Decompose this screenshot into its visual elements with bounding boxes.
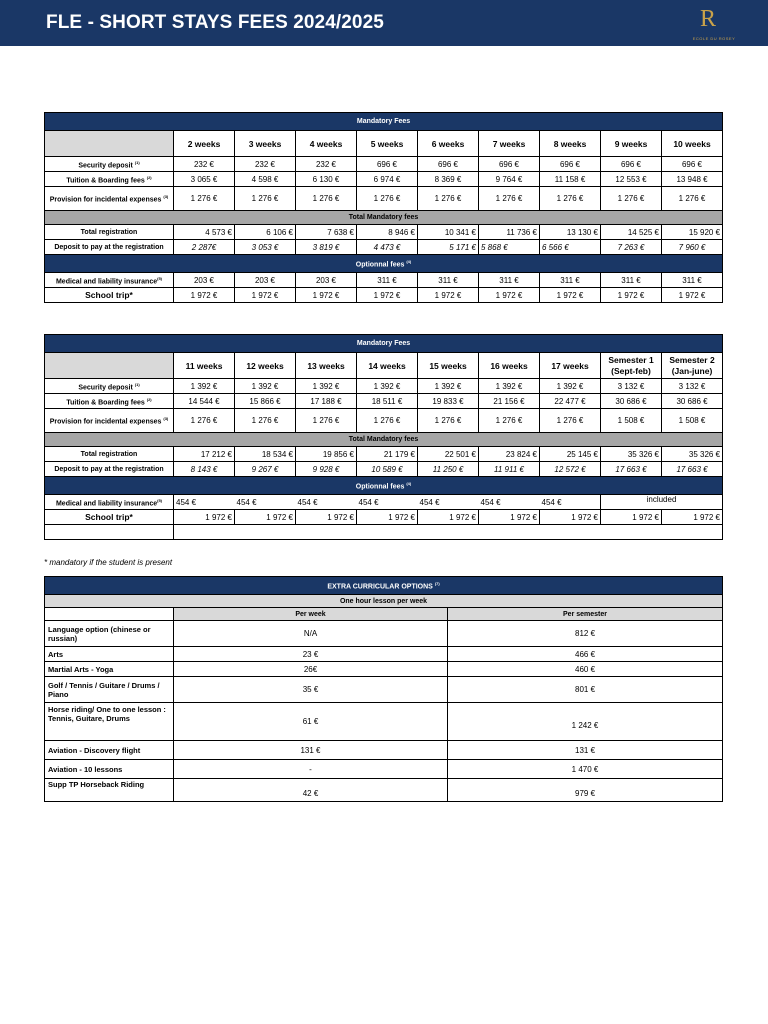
fees-table-short <box>44 112 723 303</box>
col-header: 10 weeks <box>662 131 723 157</box>
row-label: Deposit to pay at the registration <box>45 240 174 255</box>
cell: 1 242 € <box>448 703 723 741</box>
security-deposit-row <box>45 157 723 172</box>
cell: 14 525 € <box>601 225 662 240</box>
cell: 812 € <box>448 621 723 647</box>
cell: 979 € <box>448 779 723 802</box>
cell: 18 534 € <box>235 447 296 462</box>
row-label: Tuition & Boarding fees $^{(2)}$ <box>45 394 174 409</box>
provision-row <box>45 409 723 433</box>
cell: 131 € <box>448 741 723 760</box>
duration-header-row <box>45 353 723 379</box>
row-label: Provision for incidental expenses $^{(3)}$ <box>45 409 174 433</box>
cell: 1 392 € <box>357 379 418 394</box>
cell: 311 € <box>601 273 662 288</box>
cell: 11 736 € <box>479 225 540 240</box>
cell: 10 341 € <box>418 225 479 240</box>
col-header: 4 weeks <box>296 131 357 157</box>
empty-cell <box>45 525 174 540</box>
school-trip-row <box>45 288 723 303</box>
extra-col-header-row <box>45 608 723 621</box>
col-header: 3 weeks <box>235 131 296 157</box>
cell: 9 928 € <box>296 462 357 477</box>
school-logo <box>676 6 746 44</box>
cell: 15 920 € <box>662 225 723 240</box>
cell: 6 974 € <box>357 172 418 187</box>
cell: 1 276 € <box>174 409 235 433</box>
medical-row <box>45 495 723 510</box>
cell: 17 663 € <box>601 462 662 477</box>
cell: 232 € <box>235 157 296 172</box>
extra-row <box>45 703 723 741</box>
security-deposit-row <box>45 379 723 394</box>
cell: 4 473 € <box>357 240 418 255</box>
deposit-row <box>45 240 723 255</box>
cell: 5 171 € <box>418 240 479 255</box>
row-label: Martial Arts - Yoga <box>45 662 174 677</box>
cell: 311 € <box>357 273 418 288</box>
col-header: Semester 1 (Sept-feb) <box>601 353 662 379</box>
cell: 1 276 € <box>174 187 235 211</box>
logo-tagline: ECOLE DU ROSEY <box>692 36 736 41</box>
cell: 1 276 € <box>357 409 418 433</box>
cell: 1 972 € <box>174 288 235 303</box>
cell: 3 053 € <box>235 240 296 255</box>
cell: 2 287€ <box>174 240 235 255</box>
cell: 19 833 € <box>418 394 479 409</box>
cell: 1 276 € <box>418 409 479 433</box>
cell: 1 276 € <box>479 409 540 433</box>
cell: 1 276 € <box>235 409 296 433</box>
cell: 1 972 € <box>357 288 418 303</box>
cell: 1 972 € <box>662 510 723 525</box>
header-banner <box>0 0 768 46</box>
cell: 1 972 € <box>601 288 662 303</box>
cell: 1 276 € <box>235 187 296 211</box>
cell: 1 972 € <box>601 510 662 525</box>
row-label: Supp TP Horseback Riding <box>45 779 174 802</box>
cell: 131 € <box>174 741 448 760</box>
tuition-row <box>45 394 723 409</box>
header-blank-cell <box>45 131 174 157</box>
cell: 1 972 € <box>235 510 296 525</box>
col-header-week: Per week <box>174 608 448 621</box>
extra-row <box>45 741 723 760</box>
cell: 232 € <box>174 157 235 172</box>
col-header: 12 weeks <box>235 353 296 379</box>
cell: N/A <box>174 621 448 647</box>
row-label: School trip* <box>45 510 174 525</box>
cell: 12 553 € <box>601 172 662 187</box>
cell: 8 143 € <box>174 462 235 477</box>
col-header: 7 weeks <box>479 131 540 157</box>
cell: 454 € <box>296 495 357 510</box>
cell: 8 369 € <box>418 172 479 187</box>
cell: 1 972 € <box>357 510 418 525</box>
cell: 14 544 € <box>174 394 235 409</box>
cell: 3 132 € <box>601 379 662 394</box>
row-label: Aviation - 10 lessons <box>45 760 174 779</box>
cell: 1 392 € <box>235 379 296 394</box>
cell: 35 326 € <box>601 447 662 462</box>
cell: 311 € <box>479 273 540 288</box>
col-header: 8 weeks <box>540 131 601 157</box>
cell: 5 868 € <box>479 240 540 255</box>
cell: 17 663 € <box>662 462 723 477</box>
col-header: 6 weeks <box>418 131 479 157</box>
cell: 232 € <box>296 157 357 172</box>
extra-row <box>45 621 723 647</box>
cell: 1 972 € <box>540 288 601 303</box>
extra-row <box>45 647 723 662</box>
extra-row <box>45 677 723 703</box>
cell: 1 392 € <box>540 379 601 394</box>
footnote: * mandatory if the student is present <box>44 558 173 567</box>
cell: 1 276 € <box>601 187 662 211</box>
mandatory-fees-header: Mandatory Fees <box>45 335 723 353</box>
cell: 9 764 € <box>479 172 540 187</box>
included-cell: included <box>601 495 723 510</box>
cell: 1 276 € <box>540 187 601 211</box>
row-label: Security deposit $^{(1)}$ <box>45 157 174 172</box>
col-header: 5 weeks <box>357 131 418 157</box>
row-label: Horse riding/ One to one lesson : Tennis, Guitare, Drums <box>45 703 174 741</box>
cell: 26€ <box>174 662 448 677</box>
row-label: Golf / Tennis / Guitare / Drums / Piano <box>45 677 174 703</box>
cell: 801 € <box>448 677 723 703</box>
cell: 18 511 € <box>357 394 418 409</box>
cell: 1 276 € <box>662 187 723 211</box>
cell: 19 856 € <box>296 447 357 462</box>
cell: 466 € <box>448 647 723 662</box>
cell: 11 158 € <box>540 172 601 187</box>
cell: 3 132 € <box>662 379 723 394</box>
cell: 460 € <box>448 662 723 677</box>
logo-monogram: R <box>700 6 717 32</box>
cell: 7 263 € <box>601 240 662 255</box>
extra-curricular-table <box>44 576 723 802</box>
cell: 203 € <box>235 273 296 288</box>
cell: 10 589 € <box>357 462 418 477</box>
cell: 1 276 € <box>418 187 479 211</box>
cell: 1 392 € <box>174 379 235 394</box>
cell: - <box>174 760 448 779</box>
cell: 1 276 € <box>479 187 540 211</box>
cell: 1 276 € <box>540 409 601 433</box>
row-label: Medical and liability insurance$^{(5)}$ <box>45 495 174 510</box>
total-mandatory-header: Total Mandatory fees <box>45 433 723 447</box>
cell: 11 911 € <box>479 462 540 477</box>
extra-title: EXTRA CURRICULAR OPTIONS $^{(7)}$ <box>45 577 723 595</box>
cell: 4 573 € <box>174 225 235 240</box>
cell: 11 250 € <box>418 462 479 477</box>
cell: 3 819 € <box>296 240 357 255</box>
row-label: Aviation - Discovery flight <box>45 741 174 760</box>
cell: 1 972 € <box>479 288 540 303</box>
empty-cell <box>174 525 723 540</box>
cell: 22 477 € <box>540 394 601 409</box>
cell: 696 € <box>418 157 479 172</box>
cell: 454 € <box>174 495 235 510</box>
cell: 1 972 € <box>296 288 357 303</box>
row-label: Provision for incidental expenses $^{(3)}$ <box>45 187 174 211</box>
cell: 696 € <box>601 157 662 172</box>
cell: 9 267 € <box>235 462 296 477</box>
cell: 1 972 € <box>418 510 479 525</box>
cell: 1 972 € <box>418 288 479 303</box>
extra-subtitle: One hour lesson per week <box>45 595 723 608</box>
cell: 1 392 € <box>479 379 540 394</box>
medical-row <box>45 273 723 288</box>
cell: 1 276 € <box>357 187 418 211</box>
cell: 15 866 € <box>235 394 296 409</box>
cell: 696 € <box>662 157 723 172</box>
cell: 1 972 € <box>479 510 540 525</box>
col-header: 16 weeks <box>479 353 540 379</box>
page-title: FLE - SHORT STAYS FEES 2024/2025 <box>46 12 384 33</box>
cell: 1 276 € <box>296 409 357 433</box>
row-label: Total registration <box>45 447 174 462</box>
cell: 7 960 € <box>662 240 723 255</box>
col-header: 13 weeks <box>296 353 357 379</box>
cell: 22 501 € <box>418 447 479 462</box>
cell: 1 276 € <box>296 187 357 211</box>
cell: 35 € <box>174 677 448 703</box>
row-label: Arts <box>45 647 174 662</box>
cell: 454 € <box>418 495 479 510</box>
cell: 696 € <box>479 157 540 172</box>
cell: 696 € <box>357 157 418 172</box>
cell: 454 € <box>357 495 418 510</box>
cell: 61 € <box>174 703 448 741</box>
optional-fees-header: Optionnal fees $^{(4)}$ <box>45 255 723 273</box>
row-label: Tuition & Boarding fees $^{(2)}$ <box>45 172 174 187</box>
optional-fees-header: Optionnal fees $^{(4)}$ <box>45 477 723 495</box>
cell: 6 566 € <box>540 240 601 255</box>
header-blank-cell <box>45 353 174 379</box>
cell: 1 470 € <box>448 760 723 779</box>
row-label: School trip* <box>45 288 174 303</box>
cell: 35 326 € <box>662 447 723 462</box>
cell: 21 156 € <box>479 394 540 409</box>
cell: 454 € <box>540 495 601 510</box>
col-header-semester: Per semester <box>448 608 723 621</box>
tuition-row <box>45 172 723 187</box>
cell: 1 972 € <box>296 510 357 525</box>
cell: 7 638 € <box>296 225 357 240</box>
col-header: 2 weeks <box>174 131 235 157</box>
cell: 42 € <box>174 779 448 802</box>
extra-row <box>45 760 723 779</box>
cell: 23 824 € <box>479 447 540 462</box>
mandatory-fees-header: Mandatory Fees <box>45 113 723 131</box>
extra-row <box>45 779 723 802</box>
cell: 311 € <box>662 273 723 288</box>
cell: 30 686 € <box>601 394 662 409</box>
total-registration-row <box>45 225 723 240</box>
cell: 12 572 € <box>540 462 601 477</box>
col-header: 14 weeks <box>357 353 418 379</box>
fees-table-long <box>44 334 723 540</box>
cell: 3 065 € <box>174 172 235 187</box>
cell: 23 € <box>174 647 448 662</box>
row-label: Deposit to pay at the registration <box>45 462 174 477</box>
school-trip-row <box>45 510 723 525</box>
cell: 1 508 € <box>601 409 662 433</box>
row-label: Total registration <box>45 225 174 240</box>
cell: 17 188 € <box>296 394 357 409</box>
cell: 1 972 € <box>235 288 296 303</box>
col-header: 15 weeks <box>418 353 479 379</box>
row-label: Medical and liability insurance$^{(5)}$ <box>45 273 174 288</box>
col-header: 17 weeks <box>540 353 601 379</box>
cell: 13 130 € <box>540 225 601 240</box>
header-blank-cell <box>45 608 174 621</box>
cell: 1 972 € <box>540 510 601 525</box>
cell: 13 948 € <box>662 172 723 187</box>
duration-header-row <box>45 131 723 157</box>
cell: 6 130 € <box>296 172 357 187</box>
provision-row <box>45 187 723 211</box>
cell: 1 972 € <box>174 510 235 525</box>
cell: 8 946 € <box>357 225 418 240</box>
cell: 311 € <box>540 273 601 288</box>
cell: 4 598 € <box>235 172 296 187</box>
cell: 30 686 € <box>662 394 723 409</box>
cell: 454 € <box>479 495 540 510</box>
total-mandatory-header: Total Mandatory fees <box>45 211 723 225</box>
empty-row <box>45 525 723 540</box>
deposit-row <box>45 462 723 477</box>
total-registration-row <box>45 447 723 462</box>
cell: 311 € <box>418 273 479 288</box>
cell: 203 € <box>296 273 357 288</box>
cell: 1 392 € <box>418 379 479 394</box>
cell: 1 392 € <box>296 379 357 394</box>
cell: 25 145 € <box>540 447 601 462</box>
col-header: 9 weeks <box>601 131 662 157</box>
row-label: Language option (chinese or russian) <box>45 621 174 647</box>
cell: 1 972 € <box>662 288 723 303</box>
extra-row <box>45 662 723 677</box>
cell: 454 € <box>235 495 296 510</box>
cell: 1 508 € <box>662 409 723 433</box>
cell: 203 € <box>174 273 235 288</box>
cell: 696 € <box>540 157 601 172</box>
cell: 6 106 € <box>235 225 296 240</box>
cell: 17 212 € <box>174 447 235 462</box>
row-label: Security deposit $^{(1)}$ <box>45 379 174 394</box>
cell: 21 179 € <box>357 447 418 462</box>
col-header: Semester 2 (Jan-june) <box>662 353 723 379</box>
col-header: 11 weeks <box>174 353 235 379</box>
